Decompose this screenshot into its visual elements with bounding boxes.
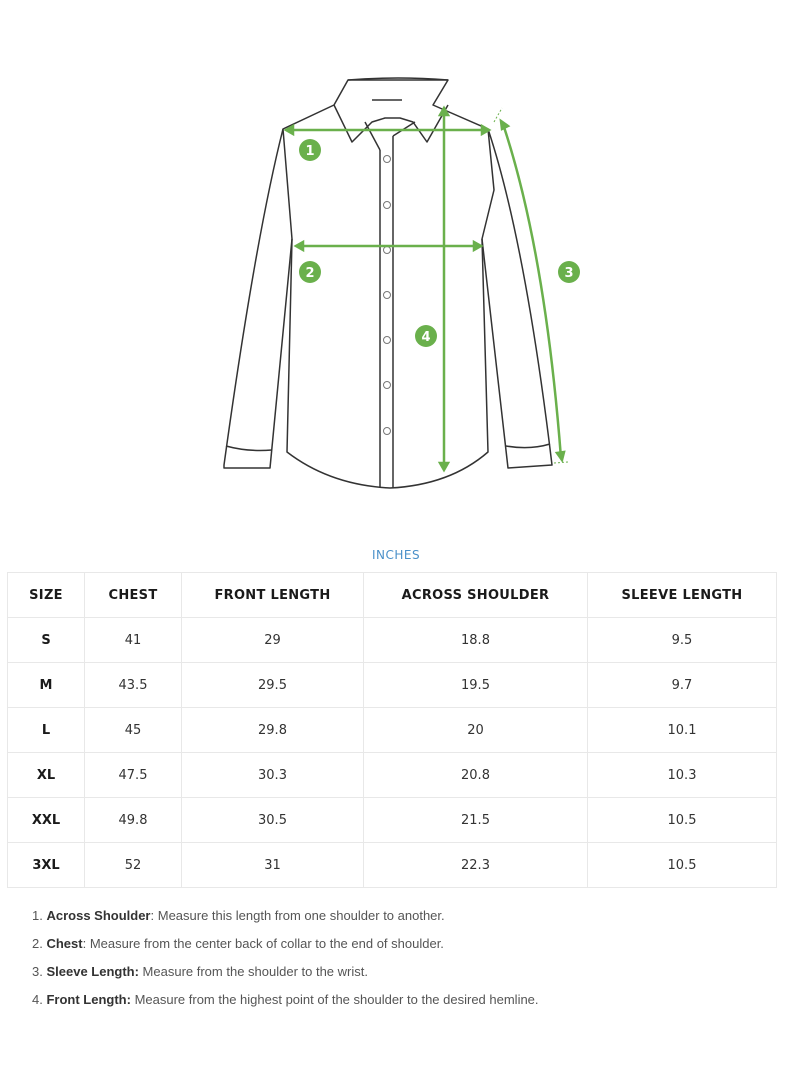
size-cell: XXL: [8, 798, 85, 843]
note-item: 2. Chest: Measure from the center back of collar to the end of shoulder.: [32, 936, 444, 951]
note-text: Measure from the center back of collar to the end of shoulder.: [86, 936, 444, 951]
chest-cell: 45: [85, 708, 182, 753]
note-text: Measure from the shoulder to the wrist.: [138, 964, 368, 979]
table-row: [8, 753, 777, 798]
note-text: Measure this length from one shoulder to another.: [154, 908, 445, 923]
size-cell: S: [8, 618, 85, 663]
note-term: Across Shoulder: [46, 908, 151, 923]
shirt-outline-icon: [200, 60, 600, 510]
sleeve-length-cell: 10.5: [588, 843, 777, 888]
table-header-row: [8, 573, 777, 618]
front-length-cell: 30.3: [182, 753, 364, 798]
svg-text:2: 2: [305, 266, 315, 281]
sleeve-length-cell: 10.3: [588, 753, 777, 798]
sleeve-length-cell: 9.7: [588, 663, 777, 708]
sleeve-length-cell: 10.1: [588, 708, 777, 753]
size-chart-table: [7, 572, 777, 888]
across-shoulder-cell: 20.8: [364, 753, 588, 798]
header-front-length: FRONT LENGTH: [182, 573, 364, 618]
across-shoulder-cell: 18.8: [364, 618, 588, 663]
header-chest: CHEST: [85, 573, 182, 618]
header-size: SIZE: [8, 573, 85, 618]
size-cell: XL: [8, 753, 85, 798]
svg-text:1: 1: [305, 144, 315, 159]
table-row: [8, 708, 777, 753]
table-row: [8, 618, 777, 663]
shirt-measurement-diagram: [200, 60, 600, 510]
across-shoulder-cell: 21.5: [364, 798, 588, 843]
unit-label: INCHES: [371, 548, 421, 562]
across-shoulder-cell: 19.5: [364, 663, 588, 708]
note-text: Measure from the highest point of the shoulder to the desired hemline.: [130, 992, 539, 1007]
across-shoulder-cell: 20: [364, 708, 588, 753]
front-length-cell: 29.5: [182, 663, 364, 708]
table-row: [8, 663, 777, 708]
chest-cell: 52: [85, 843, 182, 888]
svg-text:3: 3: [564, 266, 574, 281]
sleeve-length-cell: 9.5: [588, 618, 777, 663]
chest-cell: 49.8: [85, 798, 182, 843]
size-cell: 3XL: [8, 843, 85, 888]
table-row: [8, 798, 777, 843]
note-term: Sleeve Length:: [46, 964, 139, 979]
size-cell: M: [8, 663, 85, 708]
front-length-cell: 31: [182, 843, 364, 888]
header-sleeve-length: SLEEVE LENGTH: [588, 573, 777, 618]
size-cell: L: [8, 708, 85, 753]
header-across-shoulder: ACROSS SHOULDER: [364, 573, 588, 618]
across-shoulder-cell: 22.3: [364, 843, 588, 888]
svg-text:4: 4: [421, 330, 431, 345]
measurement-notes: [32, 906, 539, 1018]
front-length-cell: 29: [182, 618, 364, 663]
chest-cell: 41: [85, 618, 182, 663]
chest-cell: 47.5: [85, 753, 182, 798]
note-item: 1. Across Shoulder: Measure this length from one shoulder to another.: [32, 908, 445, 923]
front-length-cell: 30.5: [182, 798, 364, 843]
note-item: 3. Sleeve Length: Measure from the shoulder to the wrist.: [32, 964, 368, 979]
chest-cell: 43.5: [85, 663, 182, 708]
table-row: [8, 843, 777, 888]
note-term: Chest: [46, 936, 83, 951]
note-term: Front Length:: [46, 992, 131, 1007]
sleeve-length-cell: 10.5: [588, 798, 777, 843]
note-item: 4. Front Length: Measure from the highest point of the shoulder to the desired hemline.: [32, 992, 539, 1007]
front-length-cell: 29.8: [182, 708, 364, 753]
